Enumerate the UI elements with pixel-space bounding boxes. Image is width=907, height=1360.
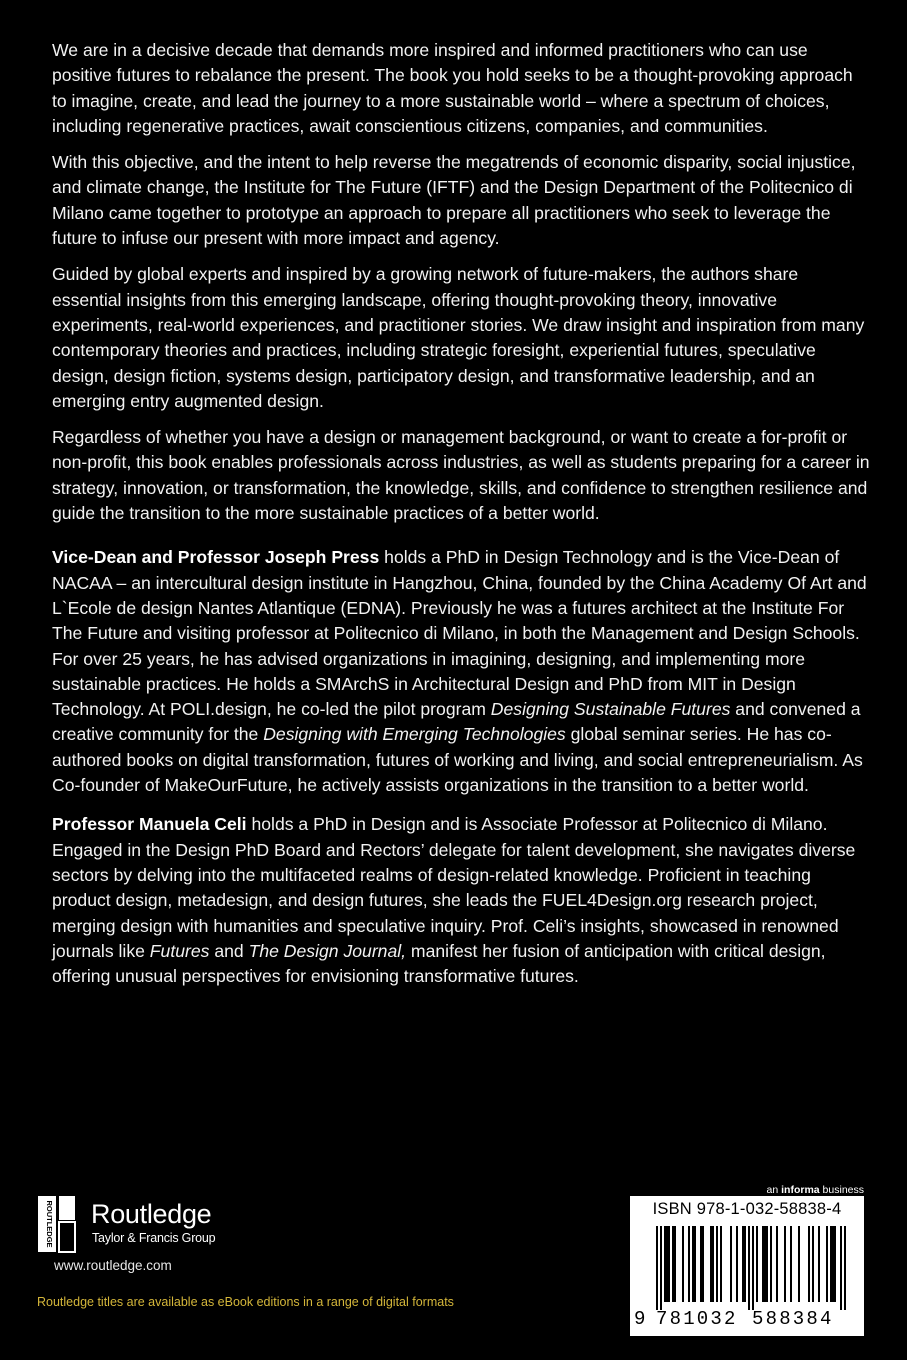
publisher-group: Taylor & Francis Group [92,1231,216,1245]
barcode-bar [748,1226,750,1310]
barcode-digits-right: 588384 [752,1308,834,1330]
bio-press-title-a: Designing Sustainable Futures [490,699,731,720]
bio-press-title-b: Designing with Emerging Technologies [263,724,566,745]
barcode-bar [702,1226,704,1302]
barcode-bar [830,1226,832,1302]
barcode-bar [742,1226,744,1302]
intro-paragraph-2: With this objective, and the intent to help reverse the megatrends of economic disparity, social injustice, and climate change, the Institute for The Future (IFTF) and the Design Department of the Politecnico di Milano came together to prototype an approach to prepare all practitioners who seek to leverage the future to infuse our present with more impact and agency. [52,152,856,249]
barcode-bar [790,1226,792,1302]
informa-business-tag [739,1184,864,1196]
barcode-bar [752,1226,754,1310]
barcode-bar [694,1226,696,1302]
barcode-bars [644,1226,856,1310]
barcode-bar [666,1226,668,1302]
barcode-bar [798,1226,800,1302]
informa-brand: informa [781,1184,820,1196]
bio-celi-text-c: manifest her fusion of anticipation with critical design, offering unusual perspectives for envisioning transformative futures. [52,940,826,987]
barcode-digit-first: 9 [634,1308,646,1330]
barcode-bar [716,1226,718,1302]
author-name-press: Vice-Dean and Professor Joseph Press [52,547,380,568]
informa-prefix: an [766,1184,782,1196]
back-cover-copy [52,38,872,1000]
barcode-bar [674,1226,676,1302]
barcode-bar [840,1226,842,1310]
barcode-bar [700,1226,702,1302]
barcode-bar [688,1226,690,1302]
intro-paragraph-1: We are in a decisive decade that demands more inspired and informed practitioners who can use positive futures to rebalance the present. The book you hold seeks to be a thought-provoking approach to imagine, create, and lead the journey to a more sustainable world – where a spectrum of choices, including regenerative practices, await conscientious citizens, companies, and communities. [52,40,853,136]
barcode-bar [692,1226,694,1302]
barcode-bar [766,1226,768,1302]
bio-celi-text-b: and [209,940,249,961]
barcode-bar [744,1226,746,1302]
barcode-bar [826,1226,828,1302]
logo-wordmark: ROUTLEDGE [45,1200,54,1248]
informa-suffix: business [819,1184,864,1196]
barcode-bar [756,1226,758,1302]
barcode-digits [630,1306,864,1334]
barcode-bar [668,1226,670,1302]
barcode-bar [784,1226,786,1302]
barcode-bar [656,1226,658,1310]
barcode-bar [808,1226,810,1302]
barcode-bar [818,1226,820,1302]
barcode-bar [736,1226,738,1302]
publisher-logo [37,1195,257,1255]
intro-paragraph-3: Guided by global experts and inspired by a growing network of future-makers, the authors share essential insights from this emerging landscape, offering thought-provoking theory, innovative experiments, real-world experiences, and practitioner stories. We draw insight and inspiration from many contemporary theories and practices, including strategic foresight, experiential futures, speculative design, design fiction, systems design, participatory design, and transformative leadership, and an emerging entry augmented design. [52,264,865,411]
barcode-bar [762,1226,764,1302]
barcode-bar [664,1226,666,1302]
barcode-bar [770,1226,772,1302]
bio-press-text-c: global seminar series. He has co-authored books on digital transformation, futures of working and living, and social entrepreneurialism. As Co-founder of MakeOurFuture, he actively assists organizations in the transition to a better world. [52,724,863,796]
author-bio-celi [52,812,872,989]
publisher-website-link[interactable]: www.routledge.com [54,1258,172,1273]
barcode-bar [710,1226,712,1302]
routledge-logo-icon [37,1195,77,1253]
bio-celi-title-b: The Design Journal, [248,940,407,961]
barcode-bar [776,1226,778,1302]
barcode-bar [834,1226,836,1302]
bio-press-text-a: holds a PhD in Design Technology and is the Vice-Dean of NACAA – an intercultural design institute in Hangzhou, China, founded by the China Academy Of Art and L`Ecole de design Nantes Atlantique (EDNA). Previously he was a futures architect at the Institute For The Future and visiting professor at Politecnico di Milano, in both the Management and Design Schools. For over 25 years, he has advised organizations in imagining, designing, and implementing more sustainable practices. He holds a SMArchS in Architectural Design and PhD from MIT in Design Technology. At POLI.design, he co-led the pilot program [52,547,867,720]
barcode-digits-left: 781032 [656,1308,738,1330]
barcode-bar [712,1226,714,1302]
publisher-name: Routledge [91,1199,212,1229]
barcode-bar [812,1226,814,1302]
barcode-bar [672,1226,674,1302]
intro-paragraph-4: Regardless of whether you have a design or management background, or want to create a for-profit or non-profit, this book enables professionals across industries, as well as students preparing for a career in strategy, innovation, or transformation, the knowledge, skills, and confidence to strengthen resilience and guide the transition to the more sustainable practices of a better world. [52,427,870,524]
barcode-bar [660,1226,662,1310]
barcode-bar [832,1226,834,1302]
ebook-availability-note: Routledge titles are available as eBook editions in a range of digital formats [37,1295,454,1309]
barcode-bar [730,1226,732,1302]
barcode-bar [720,1226,722,1302]
barcode-bar [844,1226,846,1310]
bio-celi-text-a: holds a PhD in Design and is Associate Professor at Politecnico di Milano. Engaged in the Design PhD Board and Rectors’ delegate for talent development, she navigates diverse sectors by delving into the multifaceted realms of design-related knowledge. Proficient in teaching product design, metadesign, and design futures, she leads the FUEL4Design.org research project, merging design with humanities and speculative inquiry. Prof. Celi’s insights, showcased in renowned journals like [52,814,856,961]
bio-press-text-b: and convened a creative community for the [52,699,861,745]
isbn-label: ISBN 978-1-032-58838-4 [652,1200,842,1218]
isbn-barcode [630,1196,864,1336]
barcode-bar [682,1226,684,1302]
barcode-bar [764,1226,766,1302]
author-name-celi: Professor Manuela Celi [52,814,247,835]
author-bio-press [52,545,872,798]
bio-celi-title-a: Futures [149,940,210,961]
